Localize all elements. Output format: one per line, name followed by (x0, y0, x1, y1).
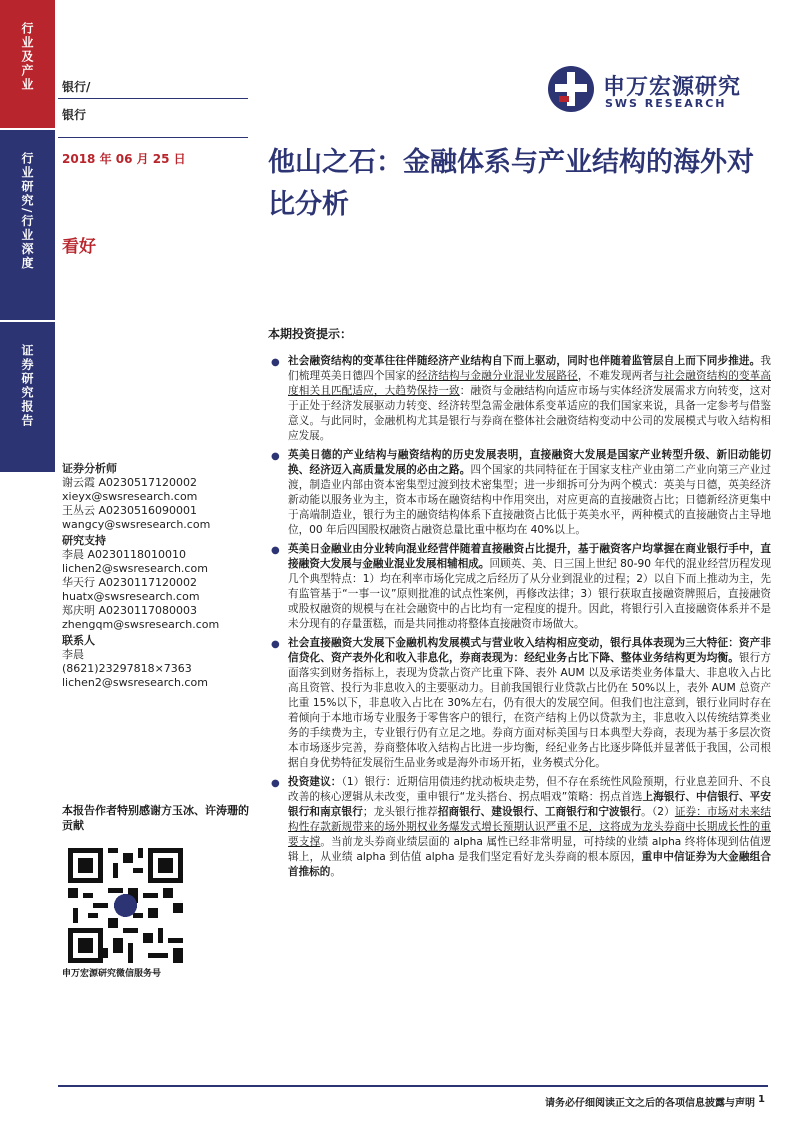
page-number: 1 (758, 1094, 765, 1105)
bullet-lead: 英美日金融业由分业转向混业经营伴随着直接融资占比提升，基于融资客户均掌握在商业银行手中，直接融资大发展与金融业混业发展相辅相成。 (288, 543, 771, 570)
report-date: 2018 年 06 月 25 日 (62, 152, 186, 166)
analyst-line: xieyx@swsresearch.com (62, 490, 198, 503)
bullet-icon: ● (271, 639, 280, 650)
investment-highlights (268, 325, 771, 884)
footer-divider (58, 1085, 768, 1087)
author-info (62, 460, 247, 690)
section-header: 本期投资提示： (268, 327, 353, 341)
category-divider (58, 98, 248, 99)
sidebar-label-category: 行业及产业 (20, 22, 34, 92)
support-line: 华天行 A0230117120002 (62, 576, 198, 589)
qr-code-icon (68, 848, 183, 963)
qr-caption: 申万宏源研究微信服务号 (62, 969, 162, 979)
bullet-underline: 与社会融资结构的变革高度相关且匹配适应，大趋势保持一致 (288, 370, 772, 397)
contact-header: 联系人 (62, 634, 95, 647)
bullet-text: ；龙头银行推荐 (362, 806, 438, 818)
bullet-text: 四个国家的共同特征在于国家支柱产业由第二产业向第三产业过渡，制造业内部由资本密集型过渡到技术密集型；进一步细拆可分为两个模式：英美与日德，英美经济新动能以服务业为主，资本市场在融资结构中作用突出，对应更高的直接融资占比；日德新经济更集中于高端制造业，银行为主的融资结构体系下直接融资占比低于英美水平，两种模式的直接融资占主导地位，00 年后四国股权融资占融资总量比重中枢均在 40%以上。 (288, 464, 772, 536)
contact-line: (8621)23297818×7363 (62, 662, 192, 675)
bullet-text: 。当前龙头券商业绩层面的 alpha 属性已经非常明显，可持续的业绩 alpha 终将体现到估值逻辑上，从业绩 alpha 到估值 alpha 是我们坚定看好龙头券商的根本原因， (288, 836, 772, 863)
bullet-underline: 证券：市场对未来结构性存款新规带来的场外期权业务爆发式增长预期认识严重不足，这将成为龙头券商中长期成长性的重要支撑 (288, 806, 772, 848)
bullet-icon: ● (271, 778, 280, 789)
support-line: 郑庆明 A0230117080003 (62, 604, 198, 617)
analyst-line: 谢云霞 A0230517120002 (62, 476, 198, 489)
bullet-item (268, 448, 771, 538)
bullet-item (268, 636, 771, 771)
bullet-strong: 招商银行、建设银行、工商银行和宁波银行 (437, 806, 642, 818)
bullet-text: 。（2） (641, 806, 675, 818)
contact-line: 李晨 (62, 648, 84, 661)
bullet-lead: 英美日德的产业结构与融资结构的历史发展表明，直接融资大发展是国家产业转型升级、新旧动能切换、经济迈入高质量发展的必由之路。 (288, 449, 771, 476)
page-title: 他山之石：金融体系与产业结构的海外对比分析 (268, 147, 754, 220)
bullet-text: 。 (330, 866, 341, 878)
support-header: 研究支持 (62, 534, 106, 547)
title-divider (58, 137, 248, 138)
bullet-text: ，不难发现两者 (577, 370, 654, 382)
analyst-line: wangcy@swsresearch.com (62, 518, 211, 531)
rating: 看好 (62, 237, 96, 257)
support-line: zhengqm@swsresearch.com (62, 618, 220, 631)
sidebar-segment-category (0, 0, 55, 128)
acknowledgement: 本报告作者特别感谢方玉冰、许涛珊的贡献 (62, 804, 249, 832)
bullet-strong: 重申中信证券为大金融组合首推标的 (288, 851, 772, 878)
bullet-text: 我们梳理英美日德四个国家的 (288, 355, 771, 382)
support-line: 李晨 A0230118010010 (62, 548, 187, 561)
bullet-item (268, 775, 771, 880)
sidebar-label-type: 行业研究/行业深度 (20, 152, 34, 271)
bullet-text: （1）银行：近期信用债违约扰动板块走势，但不存在系统性风险预期，行业息差回升、不良改善的核心逻辑从未改变，重申银行“龙头搭台、拐点唱戏”策略：拐点首选 (288, 776, 772, 803)
analyst-line: 王丛云 A0230516090001 (62, 504, 198, 517)
sws-logo-icon (545, 64, 597, 114)
contact-line: lichen2@swsresearch.com (62, 676, 208, 689)
bullet-icon: ● (271, 357, 280, 368)
bullet-icon: ● (271, 451, 280, 462)
bullet-text: 银行方面落实到财务指标上，表现为贷款占资产比重下降、表外 AUM 以及承诺类业务体量大、非息收入占比高且资管、投行为非息收入的主要驱动力。目前我国银行业贷款占比仍在 50%以上，表外 AUM 总资产比重 15%以下，非息收入占比在 30%左右，仍有很大的发展空间。但我们也注意到，银行业同时存在着倾向于本地市场专业服务于零售客户的银行，在资产结构上仍以贷款为主，非息收入以传统结算类业务的手续费为主，专业银行仍有立足之地。券商方面对标美国与日本典型大券商，表现为基于多层次资本市场逐步完善，券商整体收入结构占比进一步均衡，经纪业务占比逐步降低并显著低于我国，公司根据自身优势特征发展衍生品业务或是海外市场开拓，业务模式分化。 (288, 652, 772, 769)
logo-text-cn: 申万宏源研究 (603, 75, 742, 100)
logo-text-en: SWS RESEARCH (605, 97, 727, 110)
support-line: huatx@swsresearch.com (62, 590, 200, 603)
bullet-icon: ● (271, 545, 280, 556)
sidebar-segment-report (0, 322, 55, 472)
bullet-item (268, 354, 771, 444)
support-line: lichen2@swsresearch.com (62, 562, 208, 575)
category-line2: 银行 (62, 108, 87, 122)
bullet-lead: 社会直接融资大发展下金融机构发展模式与营业收入结构相应变动，银行具体表现为三大特征：资产非信贷化、资产表外化和收入非息化，券商表现为：经纪业务占比下降、整体业务结构更为均衡。 (288, 637, 771, 664)
bullet-lead: 社会融资结构的变革往往伴随经济产业结构自下而上驱动，同时也伴随着监管层自上而下同步推进。 (288, 355, 761, 367)
sidebar-segment-type (0, 130, 55, 320)
bullet-text: 回顾英、美、日三国上世纪 80-90 年代的混业经营历程发现几个典型特点：1）均在利率市场化完成之后经历了从分业到混业的过程；2）以自下而上推动为主，先有监管基于“一事一议”原则批准的试点性案例，再修改法律；3）银行获取直接融资牌照后，直接融资或股权融资的规模与在社会融资中的占比均有一定程度的提升。因此，将银行引入直接融资体系并不是未分现有的存量蛋糕，而是共同推动将整体直接融资市场做大。 (288, 558, 771, 630)
analysts-header: 证券分析师 (62, 462, 117, 475)
sidebar (0, 0, 55, 1132)
bullet-item (268, 542, 771, 632)
sws-logo (545, 64, 760, 114)
bullet-text: ：融资与金融结构向适应市场与实体经济发展需求方向转变，这对于正处于经济发展驱动力转变、经济转型急需金融体系变革适应的我们国家来说，具备一定参考与借鉴意义。与此同时，金融机构尤其是银行与券商在整体社会融资结构变动中公司的发展模式与收入结构相应发展。 (288, 385, 772, 442)
bullet-lead: 投资建议： (288, 776, 342, 788)
bullet-underline: 经济结构与金融分业混业发展路径 (416, 370, 578, 382)
category-line1: 银行/ (62, 80, 91, 94)
bullet-strong: 上海银行、中信银行、平安银行和南京银行 (288, 791, 772, 818)
sidebar-label-report: 证券研究报告 (20, 344, 34, 428)
disclaimer-note: 请务必仔细阅读正文之后的各项信息披露与声明 (545, 1098, 755, 1109)
